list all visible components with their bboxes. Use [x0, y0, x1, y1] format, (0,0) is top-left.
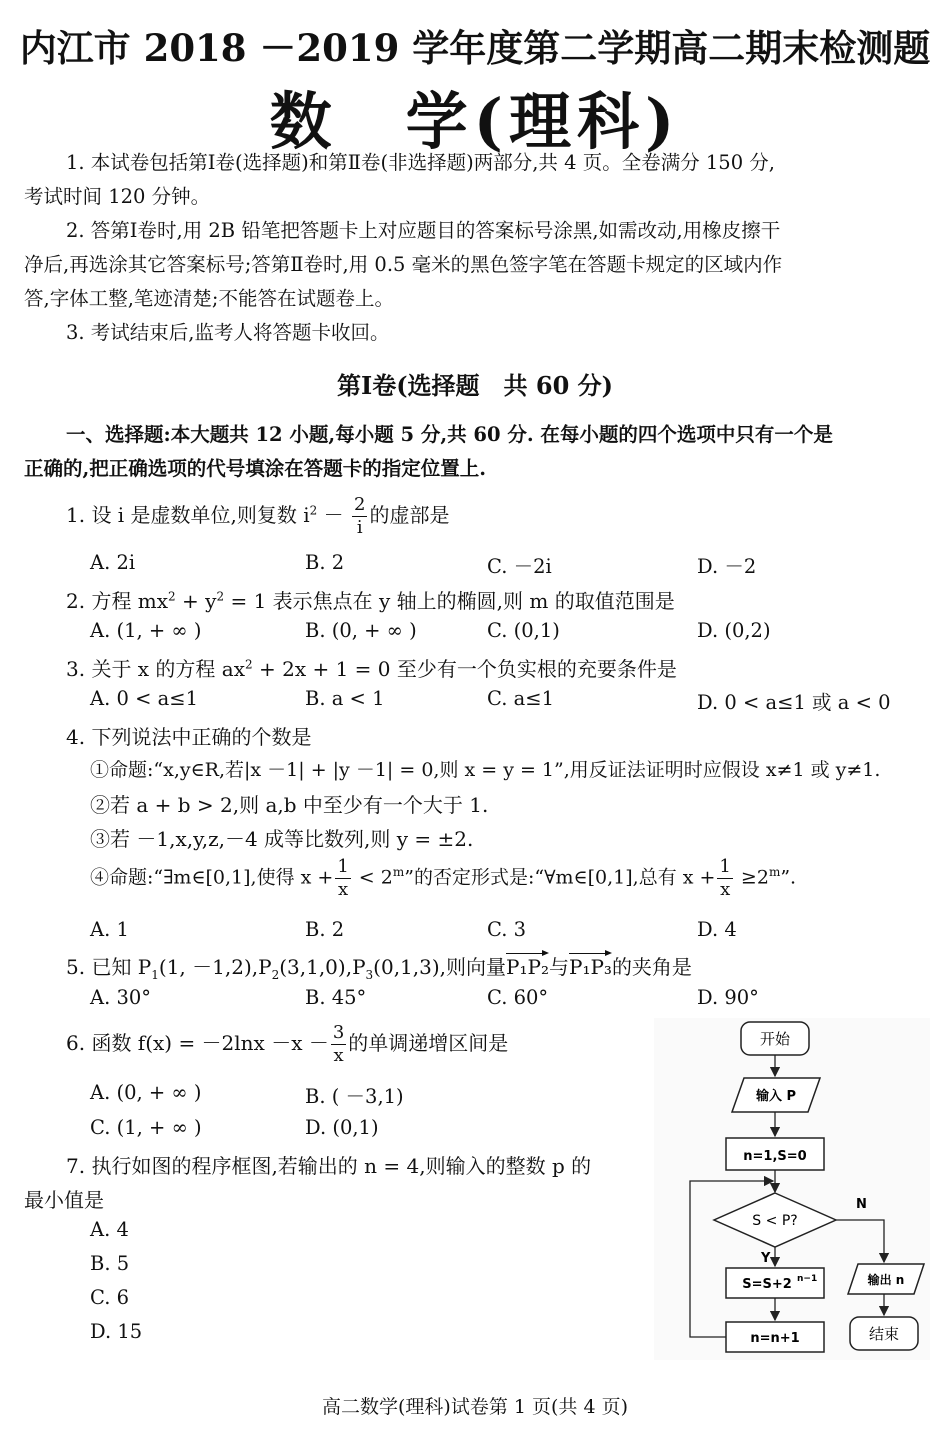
flowchart-yes-label: Y [761, 1251, 771, 1266]
section-title: 第Ⅰ卷(选择题 共 60 分) [336, 371, 614, 400]
page-footer: 高二数学(理科)试卷第 1 页(共 4 页) [322, 1396, 628, 1418]
question-7-stem-line-1: 7. 执行如图的程序框图,若输出的 n = 4,则输入的整数 p 的 [66, 1154, 592, 1178]
question-4-statement-3: ③若 －1,x,y,z,－4 成等比数列,则 y = ±2. [90, 827, 474, 851]
vector-p1p3: P₁P₃ [569, 951, 612, 979]
question-4-option-d: D. 4 [697, 918, 737, 941]
flowchart-init-label: n=1,S=0 [743, 1149, 807, 1164]
question-3-option-b: B. a < 1 [305, 687, 385, 710]
question-4-stem: 4. 下列说法中正确的个数是 [66, 725, 312, 749]
question-6-option-d: D. (0,1) [305, 1116, 379, 1139]
instruction-line-6: 3. 考试结束后,监考人将答题卡收回。 [66, 321, 390, 344]
instruction-line-3: 2. 答第Ⅰ卷时,用 2B 铅笔把答题卡上对应题目的答案标号涂黑,如需改动,用橡皮擦干 [66, 219, 781, 242]
question-4-statement-2: ②若 a + b > 2,则 a,b 中至少有一个大于 1. [90, 793, 489, 817]
question-3-option-c: C. a≤1 [487, 687, 554, 710]
program-flowchart [654, 1018, 930, 1360]
question-2-option-a: A. (1, + ∞ ) [90, 619, 202, 642]
question-2-option-d: D. (0,2) [697, 619, 771, 642]
flowchart-no-label: N [856, 1197, 867, 1212]
question-2-stem: 2. 方程 $mx^2 + y^2 = 1$ 表示焦点在 y 轴上的椭圆,则 m 的取值范围是 [66, 589, 675, 613]
question-2-option-b: B. (0, + ∞ ) [305, 619, 417, 642]
question-4-option-b: B. 2 [305, 918, 345, 941]
section-intro-line-1: 一、选择题:本大题共 12 小题,每小题 5 分,共 60 分. 在每小题的四个选项中只有一个是 [66, 423, 833, 446]
question-1-option-c: C. －2i [487, 555, 552, 578]
question-7-stem-line-2: 最小值是 [24, 1188, 104, 1212]
question-2-option-c: C. (0,1) [487, 619, 560, 642]
question-1-stem: 1. 设 i 是虚数单位,则复数 $i^2$ － $\frac{2}{i}$ 的虚部是 [66, 494, 450, 538]
question-1-option-d: D. －2 [697, 555, 757, 578]
question-7-option-d: D. 15 [90, 1320, 143, 1343]
section-intro-line-2: 正确的,把正确选项的代号填涂在答题卡的指定位置上. [24, 457, 487, 480]
flowchart-update-n-label: n=n+1 [750, 1331, 800, 1346]
question-4-statement-1: ①命题:“x,y∈R,若|x －1| + |y －1| = 0,则 x = y = 1”,用反证法证明时应假设 x≠1 或 y≠1. [90, 759, 881, 781]
subject-title: 数 学(理科) [269, 85, 681, 158]
instruction-line-2: 考试时间 120 分钟。 [24, 185, 211, 208]
question-6-option-c: C. (1, + ∞ ) [90, 1116, 202, 1139]
question-6-option-b: B. ( －3,1) [305, 1085, 404, 1108]
instruction-line-5: 答,字体工整,笔迹清楚;不能答在试题卷上。 [24, 287, 394, 310]
question-4-statement-4: ④命题:“∃m∈[0,1],使得 x + $\frac{1}{x}$ < $2^m$”的否定形式是:“∀m∈[0,1],总有 x + $\frac{1}{x}$ $\ge 2^m$”. [90, 856, 797, 900]
question-7-option-a: A. 4 [90, 1218, 129, 1241]
exam-title: 内江市 2018 －2019 学年度第二学期高二期末检测题 [19, 26, 931, 70]
question-3-stem: 3. 关于 x 的方程 $ax^2 + 2x + 1 = 0$ 至少有一个负实根的充要条件是 [66, 657, 677, 681]
question-5-stem: 5. 已知 $P_1(1$, $-1,2),P_2(3,1,0),P_3(0,1,3)$,则向量P₁P₂与P₁P₃的夹角是 [66, 951, 692, 982]
question-4-option-a: A. 1 [90, 918, 129, 941]
vector-p1p2: P₁P₂ [506, 951, 549, 979]
question-4-option-c: C. 3 [487, 918, 527, 941]
question-5-option-b: B. 45° [305, 986, 367, 1009]
question-1-option-b: B. 2 [305, 551, 345, 574]
question-3-option-a: A. 0 < a≤1 [90, 687, 198, 710]
question-6-option-a: A. (0, + ∞ ) [90, 1081, 202, 1104]
flowchart-start-label: 开始 [759, 1030, 791, 1048]
flowchart-input-label: 输入 P [755, 1089, 797, 1104]
question-5-option-a: A. 30° [90, 986, 152, 1009]
flowchart-decision-label: S < P? [752, 1213, 798, 1229]
flowchart-update-s-exponent: n−1 [797, 1274, 818, 1284]
question-3-option-d: D. 0 < a≤1 或 a < 0 [697, 691, 891, 714]
flowchart-output-label: 输出 n [867, 1273, 905, 1287]
flowchart-background [654, 1018, 930, 1360]
question-7-option-b: B. 5 [90, 1252, 130, 1275]
question-5-option-d: D. 90° [697, 986, 759, 1009]
question-1-option-a: A. 2i [90, 551, 136, 574]
flowchart-update-s-label: S=S+2 [742, 1277, 792, 1292]
flowchart-end-label: 结束 [868, 1325, 900, 1343]
question-5-option-c: C. 60° [487, 986, 549, 1009]
instruction-line-1: 1. 本试卷包括第Ⅰ卷(选择题)和第Ⅱ卷(非选择题)两部分,共 4 页。全卷满分 150 分, [66, 151, 776, 174]
question-6-stem: 6. 函数 f(x) = －2lnx －x － $\frac{3}{x}$ 的单调递增区间是 [66, 1022, 509, 1066]
question-7-option-c: C. 6 [90, 1286, 130, 1309]
instruction-line-4: 净后,再选涂其它答案标号;答第Ⅱ卷时,用 0.5 毫米的黑色签字笔在答题卡规定的区域内作 [24, 253, 783, 276]
